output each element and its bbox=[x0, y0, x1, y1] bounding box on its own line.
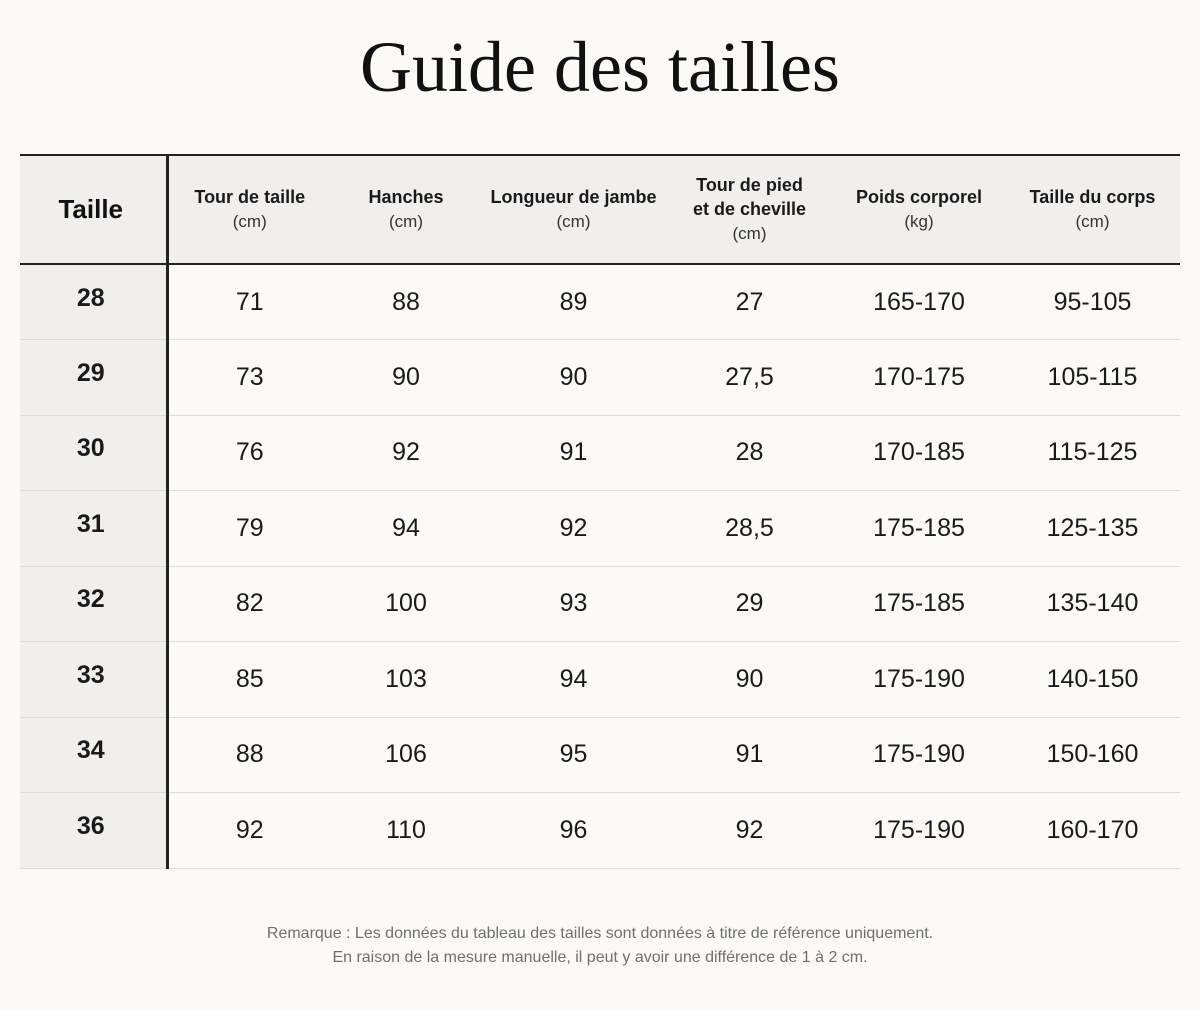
page-title: Guide des tailles bbox=[360, 27, 840, 107]
table-cell: 27,5 bbox=[666, 340, 833, 416]
table-row bbox=[20, 415, 1180, 491]
table-cell: 91 bbox=[481, 415, 666, 491]
column-header-label: Poids corporel bbox=[855, 186, 983, 207]
table-cell: 103 bbox=[331, 642, 481, 718]
column-header-label-line-2: et de cheville bbox=[692, 198, 807, 219]
column-header-unit: (kg) bbox=[904, 211, 934, 231]
table-cell: 28 bbox=[666, 415, 833, 491]
column-header-label: Longueur de jambe bbox=[490, 186, 657, 207]
table-cell: 175-190 bbox=[833, 793, 1005, 869]
table-header bbox=[20, 155, 1180, 264]
column-header-foot-ankle bbox=[666, 155, 833, 264]
table-cell: 140-150 bbox=[1005, 642, 1180, 718]
size-chart-table-container bbox=[20, 154, 1180, 869]
table-cell: 110 bbox=[331, 793, 481, 869]
size-chart-table bbox=[20, 154, 1180, 869]
table-cell: 94 bbox=[481, 642, 666, 718]
column-header-label: Taille du corps bbox=[1029, 186, 1156, 207]
column-header-label-line-1: Tour de pied bbox=[696, 174, 803, 195]
header-row bbox=[20, 155, 1180, 264]
column-header-unit: (cm) bbox=[556, 211, 591, 231]
size-cell: 29 bbox=[20, 340, 167, 416]
column-header-label: Hanches bbox=[368, 186, 444, 207]
table-row bbox=[20, 491, 1180, 567]
remark-note bbox=[0, 922, 1200, 970]
table-cell: 88 bbox=[331, 264, 481, 340]
table-row bbox=[20, 264, 1180, 340]
table-cell: 160-170 bbox=[1005, 793, 1180, 869]
table-cell: 85 bbox=[167, 642, 331, 718]
column-header-body-height bbox=[1005, 155, 1180, 264]
column-header-unit: (cm) bbox=[232, 211, 267, 231]
size-cell: 30 bbox=[20, 415, 167, 491]
table-cell: 76 bbox=[167, 415, 331, 491]
table-cell: 93 bbox=[481, 566, 666, 642]
table-cell: 106 bbox=[331, 717, 481, 793]
table-cell: 92 bbox=[481, 491, 666, 567]
size-cell: 33 bbox=[20, 642, 167, 718]
table-cell: 170-185 bbox=[833, 415, 1005, 491]
table-cell: 90 bbox=[481, 340, 666, 416]
table-body bbox=[20, 264, 1180, 868]
table-row bbox=[20, 717, 1180, 793]
table-cell: 28,5 bbox=[666, 491, 833, 567]
column-header-label: Tour de taille bbox=[194, 186, 306, 207]
table-cell: 92 bbox=[666, 793, 833, 869]
table-cell: 82 bbox=[167, 566, 331, 642]
table-cell: 96 bbox=[481, 793, 666, 869]
table-cell: 29 bbox=[666, 566, 833, 642]
table-cell: 92 bbox=[167, 793, 331, 869]
remark-note-line-1: Remarque : Les données du tableau des tailles sont données à titre de référence uniquement. bbox=[266, 925, 934, 942]
table-cell: 90 bbox=[666, 642, 833, 718]
size-cell: 31 bbox=[20, 491, 167, 567]
size-cell: 32 bbox=[20, 566, 167, 642]
table-cell: 175-185 bbox=[833, 491, 1005, 567]
table-cell: 175-185 bbox=[833, 566, 1005, 642]
table-cell: 88 bbox=[167, 717, 331, 793]
size-cell: 36 bbox=[20, 793, 167, 869]
table-cell: 105-115 bbox=[1005, 340, 1180, 416]
column-header-unit: (cm) bbox=[389, 211, 423, 231]
table-row bbox=[20, 793, 1180, 869]
column-header-waist bbox=[167, 155, 331, 264]
table-row bbox=[20, 340, 1180, 416]
table-cell: 27 bbox=[666, 264, 833, 340]
table-cell: 89 bbox=[481, 264, 666, 340]
table-row bbox=[20, 642, 1180, 718]
table-cell: 91 bbox=[666, 717, 833, 793]
table-cell: 175-190 bbox=[833, 717, 1005, 793]
size-column-header: Taille bbox=[20, 155, 167, 264]
table-cell: 71 bbox=[167, 264, 331, 340]
table-cell: 92 bbox=[331, 415, 481, 491]
size-cell: 34 bbox=[20, 717, 167, 793]
table-cell: 165-170 bbox=[833, 264, 1005, 340]
table-cell: 170-175 bbox=[833, 340, 1005, 416]
size-cell: 28 bbox=[20, 264, 167, 340]
column-header-unit: (cm) bbox=[732, 223, 767, 243]
column-header-hips bbox=[331, 155, 481, 264]
table-cell: 79 bbox=[167, 491, 331, 567]
table-cell: 73 bbox=[167, 340, 331, 416]
table-cell: 100 bbox=[331, 566, 481, 642]
column-header-unit: (cm) bbox=[1075, 211, 1110, 231]
table-cell: 94 bbox=[331, 491, 481, 567]
table-cell: 115-125 bbox=[1005, 415, 1180, 491]
table-cell: 135-140 bbox=[1005, 566, 1180, 642]
column-header-body-weight bbox=[833, 155, 1005, 264]
table-cell: 90 bbox=[331, 340, 481, 416]
table-cell: 150-160 bbox=[1005, 717, 1180, 793]
table-cell: 125-135 bbox=[1005, 491, 1180, 567]
table-cell: 95 bbox=[481, 717, 666, 793]
table-cell: 95-105 bbox=[1005, 264, 1180, 340]
table-cell: 175-190 bbox=[833, 642, 1005, 718]
remark-note-line-2: En raison de la mesure manuelle, il peut y avoir une différence de 1 à 2 cm. bbox=[332, 949, 868, 966]
column-header-leg-length bbox=[481, 155, 666, 264]
table-row bbox=[20, 566, 1180, 642]
